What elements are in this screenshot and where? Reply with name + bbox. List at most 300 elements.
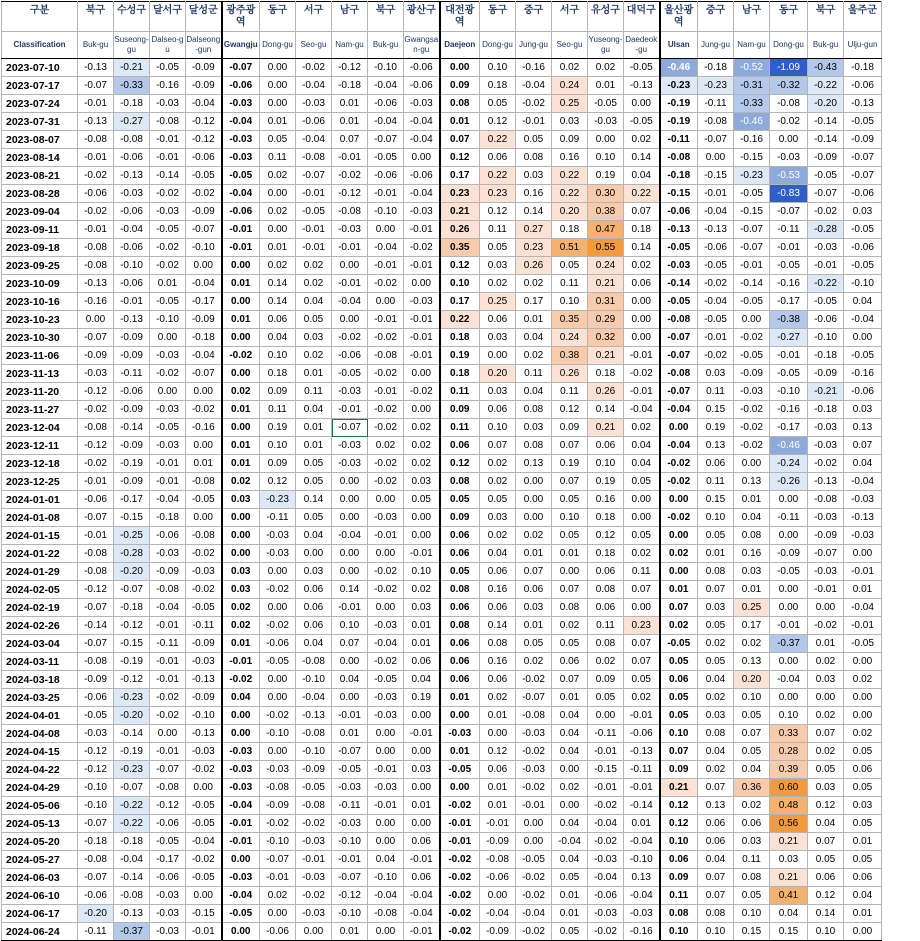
table-cell[interactable]: -0.06 — [114, 275, 150, 293]
table-cell[interactable]: -0.33 — [734, 95, 770, 113]
table-cell[interactable]: -0.09 — [808, 365, 844, 383]
table-cell[interactable]: 0.00 — [332, 563, 368, 581]
table-cell[interactable]: -0.09 — [296, 761, 332, 779]
table-cell[interactable]: -0.09 — [78, 347, 114, 365]
table-cell[interactable]: 0.02 — [624, 545, 660, 563]
table-cell[interactable]: -0.06 — [660, 203, 698, 221]
table-cell[interactable]: -0.15 — [698, 167, 734, 185]
table-cell[interactable]: 0.01 — [332, 923, 368, 941]
table-cell[interactable]: 0.02 — [734, 797, 770, 815]
table-cell[interactable]: 0.02 — [404, 437, 440, 455]
table-cell[interactable]: -0.04 — [698, 293, 734, 311]
table-cell[interactable]: -0.14 — [624, 797, 660, 815]
table-cell[interactable]: 0.03 — [844, 797, 882, 815]
column-header-en-16[interactable]: Daedeok-gu — [624, 32, 660, 59]
table-cell[interactable]: 0.15 — [734, 923, 770, 941]
table-cell[interactable]: 0.13 — [516, 455, 552, 473]
table-cell[interactable]: -0.13 — [114, 167, 150, 185]
table-cell[interactable]: -0.03 — [222, 779, 260, 797]
table-cell[interactable]: 0.00 — [734, 311, 770, 329]
table-cell[interactable]: 0.06 — [440, 635, 480, 653]
table-cell[interactable]: 0.09 — [440, 77, 480, 95]
table-cell[interactable]: -0.03 — [332, 815, 368, 833]
table-cell[interactable]: -0.02 — [150, 185, 186, 203]
table-cell[interactable]: 0.00 — [222, 527, 260, 545]
table-cell[interactable]: 0.00 — [404, 401, 440, 419]
table-cell[interactable]: -0.01 — [332, 599, 368, 617]
table-cell[interactable]: 0.19 — [588, 167, 624, 185]
table-cell[interactable]: -0.04 — [332, 293, 368, 311]
table-cell[interactable]: 0.05 — [296, 473, 332, 491]
table-cell[interactable]: 0.07 — [698, 887, 734, 905]
table-cell[interactable]: 0.02 — [222, 599, 260, 617]
table-cell[interactable]: -0.10 — [808, 329, 844, 347]
table-cell[interactable]: -0.01 — [698, 185, 734, 203]
table-cell[interactable]: 0.05 — [552, 635, 588, 653]
row-date[interactable]: 2023-12-11 — [2, 437, 78, 455]
table-cell[interactable]: 0.10 — [552, 293, 588, 311]
table-cell[interactable]: 0.12 — [552, 401, 588, 419]
table-cell[interactable]: -0.04 — [186, 833, 222, 851]
table-cell[interactable]: 0.02 — [660, 617, 698, 635]
table-cell[interactable]: -0.01 — [808, 581, 844, 599]
table-cell[interactable]: 0.06 — [698, 815, 734, 833]
table-cell[interactable]: -0.46 — [770, 437, 808, 455]
table-cell[interactable]: -0.02 — [734, 437, 770, 455]
row-date[interactable]: 2024-01-15 — [2, 527, 78, 545]
table-cell[interactable]: -0.13 — [808, 473, 844, 491]
table-cell[interactable]: 0.18 — [440, 329, 480, 347]
table-cell[interactable]: -0.04 — [296, 131, 332, 149]
table-cell[interactable]: -0.01 — [150, 473, 186, 491]
row-date[interactable]: 2024-06-03 — [2, 869, 78, 887]
table-cell[interactable]: 0.21 — [588, 419, 624, 437]
table-cell[interactable]: 0.06 — [844, 869, 882, 887]
table-cell[interactable]: 0.02 — [480, 455, 516, 473]
table-cell[interactable]: -0.07 — [698, 131, 734, 149]
table-cell[interactable]: 0.00 — [516, 833, 552, 851]
table-cell[interactable]: 0.00 — [186, 437, 222, 455]
table-cell[interactable]: 0.08 — [516, 401, 552, 419]
table-cell[interactable]: -1.09 — [770, 59, 808, 77]
table-cell[interactable]: -0.05 — [808, 293, 844, 311]
table-cell[interactable]: -0.18 — [114, 599, 150, 617]
table-cell[interactable]: -0.04 — [516, 905, 552, 923]
table-cell[interactable]: -0.06 — [404, 167, 440, 185]
table-cell[interactable]: 0.00 — [770, 491, 808, 509]
table-cell[interactable]: -0.21 — [808, 383, 844, 401]
table-cell[interactable]: -0.18 — [186, 329, 222, 347]
table-cell[interactable]: -0.02 — [516, 743, 552, 761]
table-cell[interactable]: 0.21 — [588, 347, 624, 365]
table-cell[interactable]: 0.08 — [698, 563, 734, 581]
table-cell[interactable]: 0.00 — [368, 221, 404, 239]
table-cell[interactable]: -0.05 — [844, 221, 882, 239]
table-cell[interactable]: -0.03 — [186, 743, 222, 761]
table-cell[interactable]: 0.14 — [260, 275, 296, 293]
table-cell[interactable]: 0.06 — [480, 671, 516, 689]
table-cell[interactable]: -0.02 — [78, 203, 114, 221]
table-cell[interactable]: -0.08 — [260, 779, 296, 797]
table-cell[interactable]: 0.00 — [368, 743, 404, 761]
column-header-en-10[interactable]: Gwangsan-gu — [404, 32, 440, 59]
table-cell[interactable]: -0.04 — [296, 77, 332, 95]
table-cell[interactable]: 0.03 — [516, 419, 552, 437]
table-cell[interactable]: 0.38 — [552, 347, 588, 365]
table-cell[interactable]: -0.04 — [186, 95, 222, 113]
table-cell[interactable]: -0.05 — [150, 419, 186, 437]
table-cell[interactable]: -0.08 — [480, 851, 516, 869]
row-date[interactable]: 2023-12-18 — [2, 455, 78, 473]
table-cell[interactable]: -0.10 — [150, 311, 186, 329]
table-cell[interactable]: -0.07 — [78, 635, 114, 653]
table-cell[interactable]: 0.01 — [844, 905, 882, 923]
table-cell[interactable]: -0.01 — [480, 815, 516, 833]
table-cell[interactable]: 0.07 — [624, 635, 660, 653]
table-cell[interactable]: -0.05 — [734, 347, 770, 365]
table-cell[interactable]: -0.04 — [368, 113, 404, 131]
table-cell[interactable]: 0.11 — [440, 419, 480, 437]
table-cell[interactable]: 0.00 — [332, 653, 368, 671]
table-cell[interactable]: 0.09 — [440, 401, 480, 419]
table-cell[interactable]: 0.05 — [844, 779, 882, 797]
table-cell[interactable]: -0.03 — [222, 131, 260, 149]
row-date[interactable]: 2023-09-04 — [2, 203, 78, 221]
table-cell[interactable]: 0.13 — [734, 473, 770, 491]
table-cell[interactable]: 0.05 — [624, 527, 660, 545]
table-cell[interactable]: 0.00 — [222, 509, 260, 527]
table-cell[interactable]: -0.23 — [734, 167, 770, 185]
table-cell[interactable]: 0.00 — [186, 779, 222, 797]
table-cell[interactable]: -0.04 — [150, 599, 186, 617]
column-header-en-20[interactable]: Dong-gu — [770, 32, 808, 59]
table-cell[interactable]: 0.06 — [440, 671, 480, 689]
table-cell[interactable]: -0.08 — [78, 131, 114, 149]
table-cell[interactable]: -0.01 — [404, 545, 440, 563]
table-cell[interactable]: 0.05 — [808, 851, 844, 869]
table-cell[interactable]: -0.03 — [222, 869, 260, 887]
column-header-10[interactable]: 광산구 — [404, 2, 440, 32]
table-cell[interactable]: -0.02 — [440, 923, 480, 941]
table-cell[interactable]: -0.07 — [368, 131, 404, 149]
table-cell[interactable]: 0.02 — [624, 257, 660, 275]
table-cell[interactable]: -0.01 — [296, 185, 332, 203]
table-cell[interactable]: -0.05 — [440, 761, 480, 779]
table-cell[interactable]: 0.13 — [844, 419, 882, 437]
table-cell[interactable]: -0.08 — [770, 95, 808, 113]
table-cell[interactable]: 0.48 — [770, 797, 808, 815]
table-cell[interactable]: 0.00 — [368, 725, 404, 743]
table-cell[interactable]: -0.14 — [808, 131, 844, 149]
table-cell[interactable]: -0.02 — [296, 815, 332, 833]
table-cell[interactable]: -0.02 — [186, 545, 222, 563]
table-cell[interactable]: -0.05 — [624, 113, 660, 131]
table-cell[interactable]: 0.12 — [480, 113, 516, 131]
table-cell[interactable]: 0.00 — [480, 887, 516, 905]
table-cell[interactable]: 0.00 — [624, 599, 660, 617]
table-cell[interactable]: -0.06 — [404, 77, 440, 95]
table-cell[interactable]: 0.02 — [516, 527, 552, 545]
table-cell[interactable]: -0.12 — [186, 113, 222, 131]
table-cell[interactable]: 0.19 — [404, 689, 440, 707]
table-cell[interactable]: 0.09 — [552, 131, 588, 149]
table-cell[interactable]: -0.03 — [150, 203, 186, 221]
table-cell[interactable]: -0.15 — [186, 905, 222, 923]
table-cell[interactable]: -0.06 — [78, 491, 114, 509]
table-cell[interactable]: 0.11 — [698, 383, 734, 401]
table-cell[interactable]: 0.11 — [516, 365, 552, 383]
table-cell[interactable]: 0.06 — [624, 275, 660, 293]
table-cell[interactable]: -0.02 — [150, 707, 186, 725]
table-cell[interactable]: 0.00 — [660, 419, 698, 437]
table-cell[interactable]: 0.08 — [588, 581, 624, 599]
table-cell[interactable]: -0.08 — [368, 905, 404, 923]
table-cell[interactable]: 0.04 — [296, 293, 332, 311]
table-cell[interactable]: -0.11 — [114, 365, 150, 383]
table-cell[interactable]: 0.39 — [770, 761, 808, 779]
table-cell[interactable]: 0.16 — [588, 491, 624, 509]
table-cell[interactable]: 0.00 — [808, 599, 844, 617]
table-cell[interactable]: -0.14 — [808, 113, 844, 131]
table-cell[interactable]: -0.05 — [296, 203, 332, 221]
table-cell[interactable]: 0.05 — [296, 509, 332, 527]
table-cell[interactable]: -0.12 — [78, 437, 114, 455]
table-cell[interactable]: 0.22 — [624, 185, 660, 203]
column-header-3[interactable]: 달서구 — [150, 2, 186, 32]
table-cell[interactable]: -0.04 — [516, 77, 552, 95]
table-cell[interactable]: -0.08 — [808, 491, 844, 509]
table-cell[interactable]: -0.14 — [78, 617, 114, 635]
table-cell[interactable]: 0.31 — [588, 293, 624, 311]
table-cell[interactable]: 0.05 — [480, 95, 516, 113]
table-cell[interactable]: 0.12 — [480, 743, 516, 761]
table-cell[interactable]: 0.14 — [588, 401, 624, 419]
table-cell[interactable]: 0.00 — [222, 725, 260, 743]
table-cell[interactable]: 0.00 — [770, 131, 808, 149]
table-cell[interactable]: 0.22 — [552, 185, 588, 203]
table-cell[interactable]: -0.10 — [296, 743, 332, 761]
table-cell[interactable]: 0.07 — [808, 725, 844, 743]
table-cell[interactable]: -0.09 — [808, 527, 844, 545]
table-cell[interactable]: -0.18 — [78, 833, 114, 851]
table-cell[interactable]: -0.06 — [368, 95, 404, 113]
table-cell[interactable]: -0.01 — [368, 527, 404, 545]
table-cell[interactable]: -0.11 — [260, 509, 296, 527]
table-cell[interactable]: -0.03 — [296, 833, 332, 851]
table-cell[interactable]: -0.01 — [404, 329, 440, 347]
table-cell[interactable]: -0.07 — [260, 851, 296, 869]
column-header-en-2[interactable]: Suseong-gu — [114, 32, 150, 59]
table-cell[interactable]: -0.02 — [404, 239, 440, 257]
table-cell[interactable]: 0.10 — [808, 923, 844, 941]
table-cell[interactable]: -0.06 — [186, 149, 222, 167]
table-cell[interactable]: 0.02 — [260, 257, 296, 275]
table-cell[interactable]: 0.02 — [808, 743, 844, 761]
table-cell[interactable]: 0.01 — [404, 797, 440, 815]
table-cell[interactable]: -0.04 — [186, 347, 222, 365]
table-cell[interactable]: -0.10 — [624, 851, 660, 869]
table-cell[interactable]: -0.07 — [78, 77, 114, 95]
table-cell[interactable]: -0.09 — [186, 59, 222, 77]
table-cell[interactable]: -0.06 — [844, 185, 882, 203]
table-cell[interactable]: -0.09 — [114, 347, 150, 365]
table-cell[interactable]: 0.10 — [660, 725, 698, 743]
table-cell[interactable]: 0.01 — [480, 707, 516, 725]
table-cell[interactable]: 0.00 — [440, 779, 480, 797]
table-cell[interactable]: -0.03 — [404, 203, 440, 221]
table-cell[interactable]: 0.01 — [552, 887, 588, 905]
table-cell[interactable]: -0.09 — [480, 833, 516, 851]
table-cell[interactable]: 0.00 — [516, 509, 552, 527]
table-cell[interactable]: 0.26 — [516, 257, 552, 275]
table-cell[interactable]: -0.05 — [186, 599, 222, 617]
table-cell[interactable]: 0.03 — [404, 599, 440, 617]
table-cell[interactable]: -0.07 — [660, 347, 698, 365]
table-cell[interactable]: -0.19 — [114, 455, 150, 473]
row-date[interactable]: 2024-04-15 — [2, 743, 78, 761]
table-cell[interactable]: -0.15 — [114, 635, 150, 653]
table-cell[interactable]: 0.00 — [516, 815, 552, 833]
table-cell[interactable]: 0.00 — [222, 923, 260, 941]
table-cell[interactable]: -0.05 — [770, 365, 808, 383]
table-cell[interactable]: 0.03 — [296, 563, 332, 581]
table-cell[interactable]: -0.10 — [260, 725, 296, 743]
table-cell[interactable]: -0.07 — [114, 779, 150, 797]
table-cell[interactable]: 0.12 — [808, 887, 844, 905]
table-cell[interactable]: -0.12 — [332, 185, 368, 203]
table-cell[interactable]: -0.03 — [222, 743, 260, 761]
table-cell[interactable]: 0.01 — [260, 113, 296, 131]
table-cell[interactable]: 0.03 — [222, 581, 260, 599]
table-cell[interactable]: 0.06 — [404, 653, 440, 671]
table-cell[interactable]: 0.05 — [296, 455, 332, 473]
table-cell[interactable]: -0.03 — [150, 401, 186, 419]
row-date[interactable]: 2024-02-26 — [2, 617, 78, 635]
table-cell[interactable]: -0.16 — [186, 419, 222, 437]
table-cell[interactable]: -0.08 — [114, 131, 150, 149]
table-cell[interactable]: -0.05 — [150, 59, 186, 77]
table-cell[interactable]: 0.00 — [296, 545, 332, 563]
table-cell[interactable]: 0.03 — [404, 473, 440, 491]
table-cell[interactable]: 0.01 — [222, 311, 260, 329]
table-cell[interactable]: -0.01 — [222, 833, 260, 851]
table-cell[interactable]: -0.04 — [368, 239, 404, 257]
table-cell[interactable]: -0.07 — [660, 329, 698, 347]
table-cell[interactable]: 0.12 — [660, 797, 698, 815]
table-cell[interactable]: -0.04 — [114, 851, 150, 869]
table-cell[interactable]: 0.12 — [440, 455, 480, 473]
table-cell[interactable]: 0.04 — [296, 635, 332, 653]
row-date[interactable]: 2023-12-25 — [2, 473, 78, 491]
table-cell[interactable]: -0.04 — [698, 203, 734, 221]
table-cell[interactable]: -0.01 — [150, 653, 186, 671]
table-cell[interactable]: -0.12 — [186, 131, 222, 149]
table-cell[interactable]: -0.08 — [78, 653, 114, 671]
table-cell[interactable]: 0.04 — [734, 509, 770, 527]
table-cell[interactable]: -0.01 — [368, 761, 404, 779]
table-cell[interactable]: -0.07 — [186, 365, 222, 383]
table-cell[interactable]: -0.09 — [186, 689, 222, 707]
column-header-12[interactable]: 동구 — [480, 2, 516, 32]
table-cell[interactable]: -0.15 — [588, 761, 624, 779]
table-cell[interactable]: 0.06 — [588, 599, 624, 617]
table-cell[interactable]: -0.02 — [332, 329, 368, 347]
table-cell[interactable]: -0.06 — [844, 239, 882, 257]
table-cell[interactable]: -0.06 — [150, 815, 186, 833]
table-cell[interactable]: -0.04 — [588, 869, 624, 887]
table-cell[interactable]: 0.14 — [516, 203, 552, 221]
table-cell[interactable]: -0.03 — [150, 95, 186, 113]
table-cell[interactable]: 0.00 — [368, 833, 404, 851]
table-cell[interactable]: -0.03 — [808, 509, 844, 527]
table-cell[interactable]: -0.08 — [150, 113, 186, 131]
table-cell[interactable]: -0.15 — [114, 509, 150, 527]
row-date[interactable]: 2024-03-18 — [2, 671, 78, 689]
table-cell[interactable]: -0.10 — [296, 671, 332, 689]
table-cell[interactable]: -0.20 — [114, 707, 150, 725]
table-cell[interactable]: -0.13 — [114, 905, 150, 923]
table-cell[interactable]: -0.11 — [150, 635, 186, 653]
table-cell[interactable]: -0.13 — [78, 59, 114, 77]
table-cell[interactable]: -0.52 — [734, 59, 770, 77]
table-cell[interactable]: 0.01 — [222, 401, 260, 419]
table-cell[interactable]: 0.05 — [734, 707, 770, 725]
table-cell[interactable]: 0.11 — [698, 473, 734, 491]
table-cell[interactable]: -0.46 — [660, 59, 698, 77]
table-cell[interactable]: 0.00 — [734, 455, 770, 473]
row-date[interactable]: 2023-11-20 — [2, 383, 78, 401]
table-cell[interactable]: 0.17 — [440, 293, 480, 311]
table-cell[interactable]: -0.01 — [404, 257, 440, 275]
table-cell[interactable]: 0.06 — [440, 437, 480, 455]
table-cell[interactable]: -0.04 — [404, 887, 440, 905]
table-cell[interactable]: 0.05 — [808, 761, 844, 779]
table-cell[interactable]: 0.06 — [440, 653, 480, 671]
column-header-21[interactable]: 북구 — [808, 2, 844, 32]
table-cell[interactable]: -0.17 — [114, 491, 150, 509]
table-cell[interactable]: -0.02 — [440, 851, 480, 869]
table-cell[interactable]: -0.01 — [186, 923, 222, 941]
table-cell[interactable]: -0.07 — [844, 167, 882, 185]
table-cell[interactable]: 0.00 — [332, 473, 368, 491]
table-cell[interactable]: -0.01 — [222, 239, 260, 257]
table-cell[interactable]: 0.06 — [440, 545, 480, 563]
table-cell[interactable]: -0.01 — [332, 239, 368, 257]
table-cell[interactable]: 0.13 — [698, 797, 734, 815]
table-cell[interactable]: -0.31 — [734, 77, 770, 95]
table-cell[interactable]: -0.14 — [660, 275, 698, 293]
table-cell[interactable]: 0.01 — [332, 95, 368, 113]
table-cell[interactable]: -0.01 — [78, 95, 114, 113]
row-date[interactable]: 2023-07-17 — [2, 77, 78, 95]
table-cell[interactable]: -0.03 — [260, 527, 296, 545]
table-cell[interactable]: 0.04 — [332, 671, 368, 689]
table-cell[interactable]: -0.22 — [114, 797, 150, 815]
table-cell[interactable]: 0.09 — [260, 383, 296, 401]
table-cell[interactable]: 0.04 — [552, 851, 588, 869]
table-cell[interactable]: 0.02 — [296, 347, 332, 365]
table-cell[interactable]: -0.01 — [332, 851, 368, 869]
table-cell[interactable]: -0.05 — [698, 257, 734, 275]
table-cell[interactable]: 0.08 — [516, 149, 552, 167]
table-cell[interactable]: 0.11 — [480, 221, 516, 239]
table-cell[interactable]: -0.02 — [260, 815, 296, 833]
table-cell[interactable]: 0.18 — [440, 365, 480, 383]
table-cell[interactable]: 0.02 — [552, 59, 588, 77]
table-cell[interactable]: -0.27 — [114, 113, 150, 131]
table-cell[interactable]: -0.10 — [260, 833, 296, 851]
table-cell[interactable]: 0.00 — [844, 689, 882, 707]
